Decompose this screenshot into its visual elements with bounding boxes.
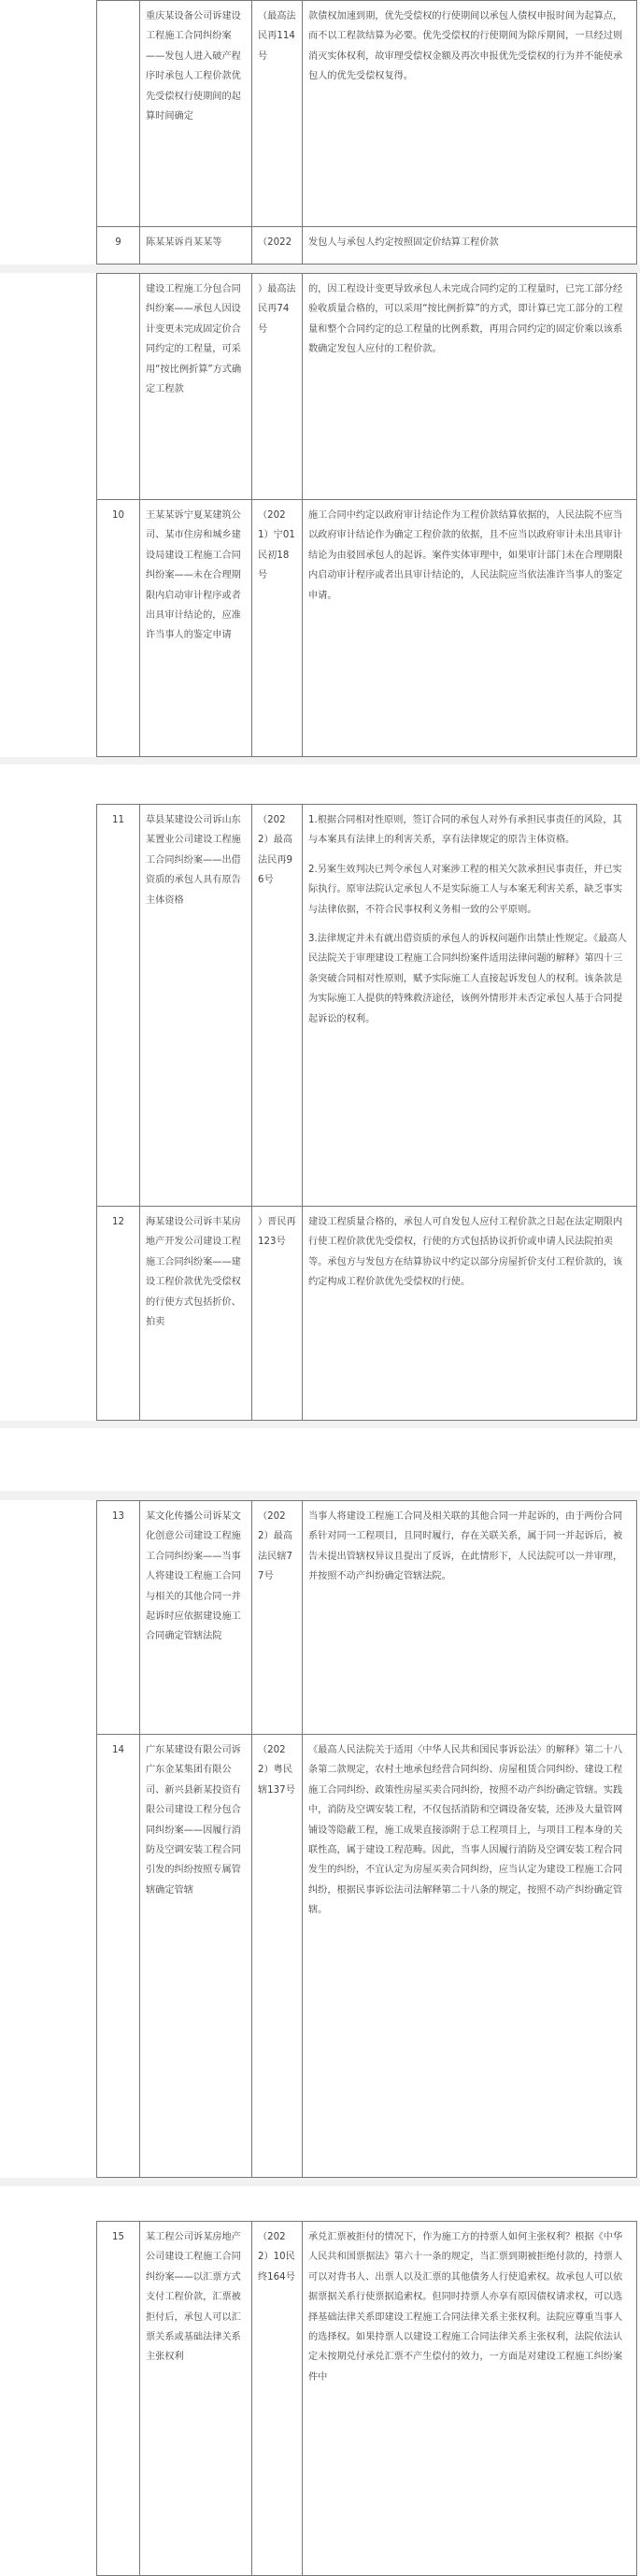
case-gist	[303, 1501, 637, 1735]
case-gist	[303, 500, 637, 757]
case-title: 草县某建设公司诉山东某置业公司建设工程施工合同纠纷案——出借资质的承包人具有原告主体资格	[140, 805, 252, 1207]
case-title: 王某某诉宁夏某建筑公司、某市住房和城乡建设局建设工程施工合同纠纷案——未在合理期限内启动审计程序或者出具审计结论的，应准许当事人的鉴定申请	[140, 500, 252, 757]
table-row	[97, 1, 637, 227]
table-row	[97, 1207, 637, 1421]
case-gist	[303, 1207, 637, 1421]
case-title: 某文化传播公司诉某文化创意公司建设工程施工合同纠纷案——当事人将建设工程施工合同与相关的其他合同一并起诉时应依据建设施工合同确定管辖法院	[140, 1501, 252, 1735]
case-table-block	[96, 804, 637, 1421]
case-title: 重庆某设备公司诉建设工程施工合同纠纷案——发包人进入破产程序时承包人工程价款优先受偿权行使期间的起算时间确定	[140, 1, 252, 227]
case-gist	[303, 1, 637, 227]
case-title: 陈某某诉肖某某等	[140, 227, 252, 265]
case-reference: （2022）最高法民再96号	[252, 805, 303, 1207]
gist-paragraph: 款债权加速到期，优先受偿权的行使期间以承包人债权申报时间为起算点，而不以工程款结算为必要。优先受偿权的行使期间为除斥期间，一旦经过则消灭实体权利，故审理受偿权金额及再次申报优先受偿权的行为并不能使承包人的优先受偿权复得。	[308, 11, 623, 82]
case-gist	[303, 2222, 637, 2576]
gist-paragraph: 《最高人民法院关于适用〈中华人民共和国民事诉讼法〉的解释》第二十八条第二款规定，农村土地承包经营合同纠纷、房屋租赁合同纠纷、建设工程施工合同纠纷、政策性房屋买卖合同纠纷，按照不动产纠纷确定管辖。实践中，消防及空调安装工程，不仅包括消防和空调设备安装，还涉及大量管网铺设等隐蔽工程，施工成果直接添附于总工程项目上，与项目工程本身的关联性高，属于建设工程范畴。因此，当事人因履行消防及空调安装工程合同发生的纠纷，不宜认定为房屋买卖合同纠纷，应当认定为建设工程施工合同纠纷，根据民事诉讼法司法解释第二十八条的规定，按照不动产纠纷确定管辖。	[308, 1745, 623, 1916]
table-row	[97, 1501, 637, 1735]
gist-paragraph: 承兑汇票被拒付的情况下，作为施工方的持票人如何主张权利？根据《中华人民共和国票据法》第六十一条的规定，当汇票到期被拒绝付款的，持票人可以对背书人、出票人以及汇票的其他债务人行使追索权。故承包人可以依据票据关系行使票据追索权。但同时持票人亦享有原因债权请求权，可以选择基础法律关系即建设工程施工合同法律关系主张权利。法院应尊重当事人的选择权。如果持票人以建设工程施工合同法律关系主张权利，法院依法认定未按期兑付承兑汇票不产生偿付的效力，一方面是对建设工程施工纠纷案件中	[308, 2232, 623, 2383]
table-row	[97, 500, 637, 757]
case-gist	[303, 274, 637, 500]
case-gist	[303, 1735, 637, 2178]
table-row	[97, 227, 637, 265]
case-table-block	[96, 0, 637, 265]
gap-band	[0, 265, 640, 273]
gap-band	[0, 757, 640, 765]
case-title: 建设工程施工分包合同纠纷案——承包人因设计变更未完成固定价合同约定的工程量，可采用“按比例折算”方式确定工程款	[140, 274, 252, 500]
case-title: 广东某建设有限公司诉广东金某集团有限公司、新兴县新某投资有限公司建设工程分包合同纠纷案——因履行消防及空调安装工程合同引发的纠纷按照专属管辖确定管辖	[140, 1735, 252, 2178]
gist-paragraph: 2.另案生效判决已判令承包人对案涉工程的相关欠款承担民事责任，并已实际执行。原审法院认定承包人不是实际施工人与本案无利害关系，缺乏事实与法律依据，不符合民事权利义务相一致的公平原则。	[308, 864, 623, 915]
case-table-block	[96, 2221, 637, 2576]
case-reference: ）晋民再123号	[252, 1207, 303, 1421]
gap-band	[0, 2178, 640, 2186]
table-row	[97, 1735, 637, 2178]
row-number: 15	[97, 2222, 140, 2576]
case-reference: （2022）10民终164号	[252, 2222, 303, 2576]
row-number: 14	[97, 1735, 140, 2178]
case-reference: （最高法民再114号	[252, 1, 303, 227]
case-reference: ）最高法民再74号	[252, 274, 303, 500]
gap-band	[0, 1421, 640, 1428]
row-number: 10	[97, 500, 140, 757]
row-number: 11	[97, 805, 140, 1207]
gist-paragraph: 当事人将建设工程施工合同及相关联的其他合同一并起诉的，由于两份合同系针对同一工程项目，且同时履行，存在关联关系，属于同一并起诉后，被告未提出管辖权异议且提出了反诉，在此情形下，人民法院可以一并审理，并按照不动产纠纷确定管辖法院。	[308, 1511, 623, 1582]
gist-paragraph: 1.根据合同相对性原则，签订合同的承包人对外有承担民事责任的风险，其与本案具有法律上的利害关系，享有法律规定的原告主体资格。	[308, 815, 622, 846]
case-reference: （2022	[252, 227, 303, 265]
case-table-block	[96, 1500, 637, 2178]
table-row	[97, 805, 637, 1207]
gist-paragraph: 3.法律规定并未有就出借资质的承包人的诉权问题作出禁止性规定。《最高人民法院关于审理建设工程施工合同纠纷案件适用法律问题的解释》第四十三条突破合同相对性原则，赋予实际施工人直接起诉发包人的权利。该条款是为实际施工人提供的特殊救济途径，该例外情形并未否定承包人基于合同提起诉讼的权利。	[308, 934, 627, 1024]
case-title: 海某建设公司诉丰某房地产开发公司建设工程施工合同纠纷案——建设工程价款优先受偿权的行使方式包括折价、拍卖	[140, 1207, 252, 1421]
case-reference: （2022）粤民辖137号	[252, 1735, 303, 2178]
gist-paragraph: 施工合同中约定以政府审计结论作为工程价款结算依据的，人民法院不应当以政府审计结论作为确定工程价款的依据，且不应当以政府审计未出具审计结论为由驳回承包人的起诉。案件实体审理中，如果审计部门未在合理期限内启动审计程序或者出具审计结论的，人民法院应当依法准许当事人的鉴定申请。	[308, 510, 623, 601]
case-reference: （2022）最高法民辖77号	[252, 1501, 303, 1735]
row-number: 9	[97, 227, 140, 265]
gap-band	[0, 1491, 640, 1500]
case-title: 某工程公司诉某房地产公司建设工程施工合同纠纷案——以汇票方式支付工程价款，汇票被拒付后，承包人可以汇票关系或基础法律关系主张权利	[140, 2222, 252, 2576]
gist-paragraph: 建设工程质量合格的，承包人可自发包人应付工程价款之日起在法定期限内行使工程价款优先受偿权，行使的方式包括协议折价或申请人民法院拍卖等。承包方与发包方在结算协议中约定以部分房屋折价支付工程价款的，该约定构成工程价款优先受偿权的行使。	[308, 1217, 623, 1288]
gist-paragraph: 发包人与承包人约定按照固定价结算工程价款	[308, 237, 499, 248]
case-gist	[303, 227, 637, 265]
row-number	[97, 1, 140, 227]
table-row	[97, 274, 637, 500]
row-number: 13	[97, 1501, 140, 1735]
table-row	[97, 2222, 637, 2576]
case-gist	[303, 805, 637, 1207]
gist-paragraph: 的，因工程设计变更导致承包人未完成合同约定的工程量时，已完工部分经验收质量合格的，可以采用“按比例折算”的方式，即计算已完工部分的工程量和整个合同约定的总工程量的比例系数，再用合同约定的固定价乘以该系数确定发包人应付的工程价款。	[308, 284, 623, 355]
row-number	[97, 274, 140, 500]
case-reference: （2021）宁01民初18号	[252, 500, 303, 757]
row-number: 12	[97, 1207, 140, 1421]
case-table-block	[96, 273, 637, 757]
